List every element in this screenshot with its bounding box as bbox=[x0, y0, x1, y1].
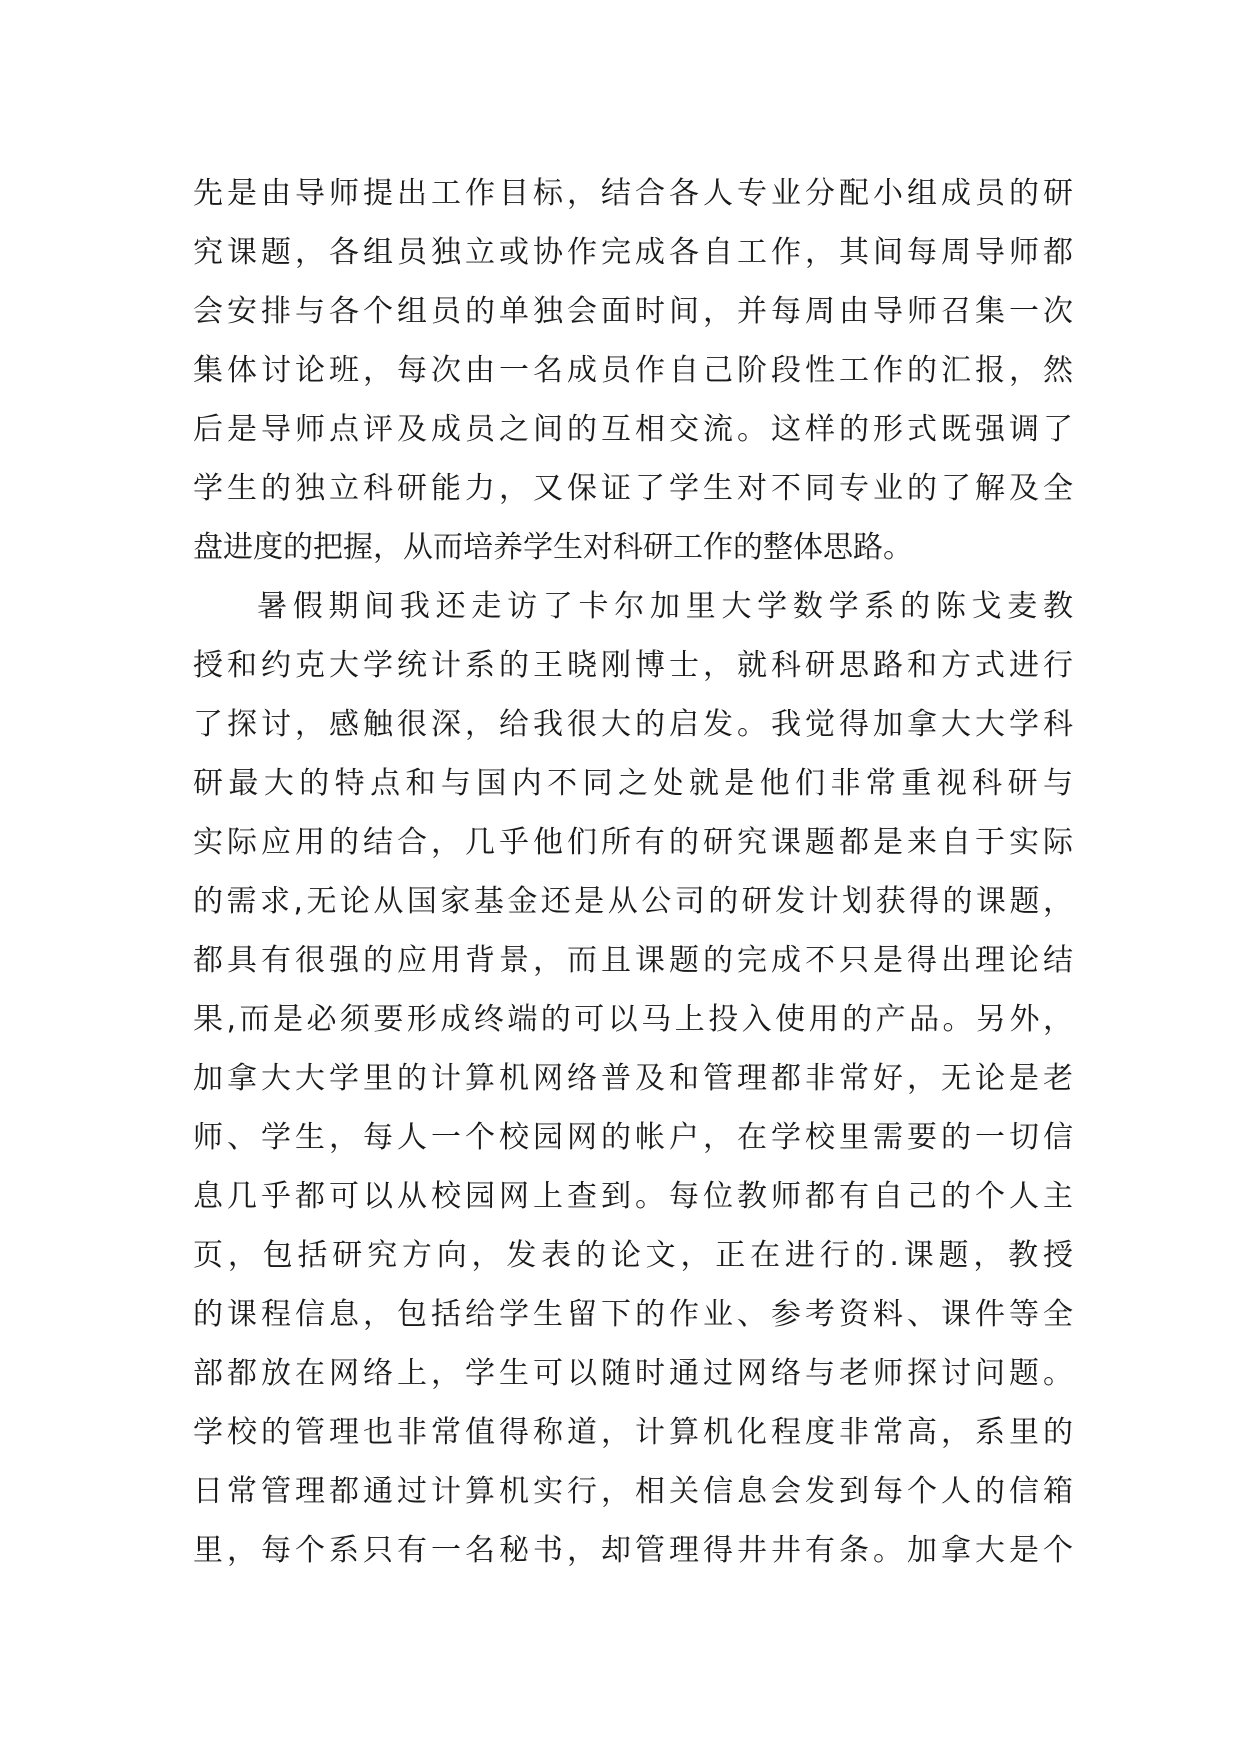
text-line: 研最大的特点和与国内不同之处就是他们非常重视科研与 bbox=[193, 766, 1073, 801]
text-line: 的需求,无论从国家基金还是从公司的研发计划获得的课题， bbox=[193, 884, 1073, 919]
text-line: 先是由导师提出工作目标，结合各人专业分配小组成员的研 bbox=[193, 176, 1073, 211]
text-line: 学校的管理也非常值得称道，计算机化程度非常高，系里的 bbox=[193, 1415, 1073, 1450]
text-line: 里，每个系只有一名秘书，却管理得井井有条。加拿大是个 bbox=[193, 1533, 1073, 1568]
text-line: 部都放在网络上，学生可以随时通过网络与老师探讨问题。 bbox=[193, 1356, 1073, 1391]
text-line: 后是导师点评及成员之间的互相交流。这样的形式既强调了 bbox=[193, 412, 1073, 447]
text-line: 学生的独立科研能力，又保证了学生对不同专业的了解及全 bbox=[193, 471, 1073, 506]
text-line: 师、学生，每人一个校园网的帐户，在学校里需要的一切信 bbox=[193, 1120, 1073, 1155]
text-line: 加拿大大学里的计算机网络普及和管理都非常好，无论是老 bbox=[193, 1061, 1073, 1096]
text-line: 都具有很强的应用背景，而且课题的完成不只是得出理论结 bbox=[193, 943, 1073, 978]
paragraph-2 bbox=[193, 577, 1073, 1580]
paragraph-1 bbox=[193, 164, 1073, 577]
text-line: 日常管理都通过计算机实行，相关信息会发到每个人的信箱 bbox=[193, 1474, 1073, 1509]
text-line: 实际应用的结合，几乎他们所有的研究课题都是来自于实际 bbox=[193, 825, 1073, 860]
text-line: 页，包括研究方向，发表的论文，正在进行的.课题，教授 bbox=[193, 1238, 1073, 1273]
text-line: 究课题，各组员独立或协作完成各自工作，其间每周导师都 bbox=[193, 235, 1073, 270]
text-line: 集体讨论班，每次由一名成员作自己阶段性工作的汇报，然 bbox=[193, 353, 1073, 388]
text-line: 会安排与各个组员的单独会面时间，并每周由导师召集一次 bbox=[193, 294, 1073, 329]
text-line: 了探讨，感触很深，给我很大的启发。我觉得加拿大大学科 bbox=[193, 707, 1073, 742]
text-line: 暑假期间我还走访了卡尔加里大学数学系的陈戈麦教 bbox=[257, 589, 1073, 624]
text-line: 盘进度的把握，从而培养学生对科研工作的整体思路。 bbox=[193, 530, 913, 565]
body-text bbox=[193, 164, 1073, 1580]
text-line: 果,而是必须要形成终端的可以马上投入使用的产品。另外， bbox=[193, 1002, 1073, 1037]
text-line: 的课程信息，包括给学生留下的作业、参考资料、课件等全 bbox=[193, 1297, 1073, 1332]
text-line: 授和约克大学统计系的王晓刚博士，就科研思路和方式进行 bbox=[193, 648, 1073, 683]
text-line: 息几乎都可以从校园网上查到。每位教师都有自己的个人主 bbox=[193, 1179, 1073, 1214]
